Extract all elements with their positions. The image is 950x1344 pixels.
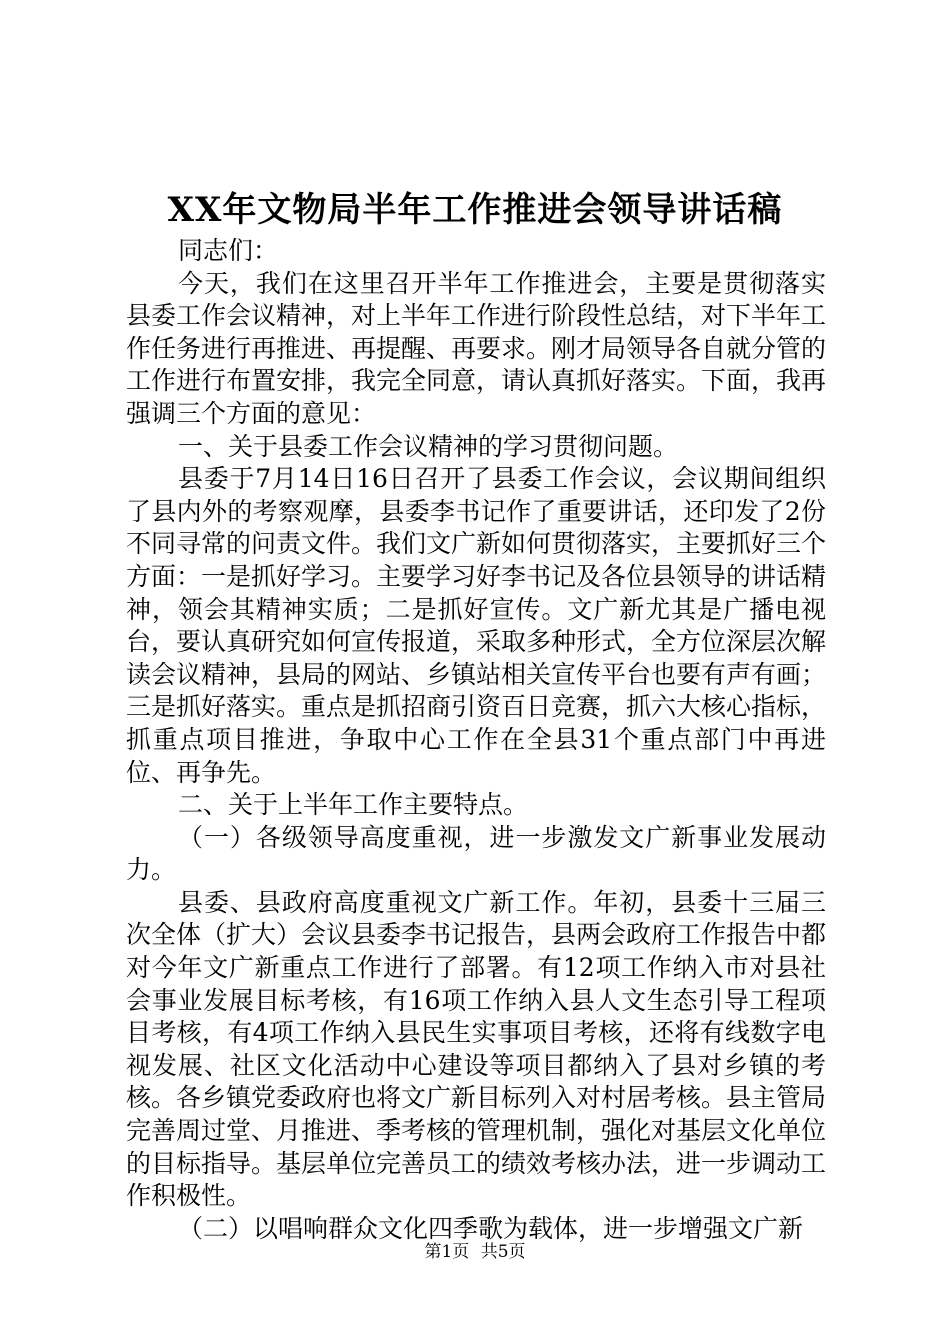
page-total: 共5页 (480, 1242, 526, 1262)
page-footer (0, 1240, 950, 1264)
paragraph-subsection-1: 县委、县政府高度重视文广新工作。年初，县委十三届三次全体（扩大）会议县委李书记报告，县两会政府工作报告中都对今年文广新重点工作进行了部署。有12项工作纳入市对县社会事业发展目标考核，有16项工作纳入县人文生态引导工程项目考核，有4项工作纳入县民生实事项目考核，还将有线数字电视发展、社区文化活动中心建设等项目都纳入了县对乡镇的考核。各乡镇党委政府也将文广新目标列入对村居考核。县主管局完善周过堂、月推进、季考核的管理机制，强化对基层文化单位的目标指导。基层单位完善员工的绩效考核办法，进一步调动工作积极性。 (126, 887, 827, 1211)
page-number: 第1页 (424, 1242, 470, 1262)
document-title: XX年文物局半年工作推进会领导讲话稿 (167, 190, 783, 230)
paragraph-section-1: 县委于7月14日16日召开了县委工作会议，会议期间组织了县内外的考察观摩，县委李书记作了重要讲话，还印发了2份不同寻常的问责文件。我们文广新如何贯彻落实，主要抓好三个方面：一是抓好学习。主要学习好李书记及各位县领导的讲话精神，领会其精神实质；二是抓好宣传。文广新尤其是广播电视台，要认真研究如何宣传报道，采取多种形式，全方位深层次解读会议精神，县局的网站、乡镇站相关宣传平台也要有声有画；三是抓好落实。重点是抓招商引资百日竞赛，抓六大核心指标，抓重点项目推进，争取中心工作在全县31个重点部门中再进位、再争先。 (126, 464, 827, 787)
subsection-heading-1: （一）各级领导高度重视，进一步激发文广新事业发展动力。 (126, 822, 826, 885)
paragraph-intro: 今天，我们在这里召开半年工作推进会，主要是贯彻落实县委工作会议精神，对上半年工作进行阶段性总结，对下半年工作任务进行再推进、再提醒、再要求。刚才局领导各自就分管的工作进行布置安排，我完全同意，请认真抓好落实。下面，我再强调三个方面的意见： (126, 268, 827, 428)
subsection-heading-2: （二）以唱响群众文化四季歌为载体，进一步增强文广新 (178, 1213, 804, 1243)
document-body (126, 235, 826, 1245)
section-heading-1: 一、关于县委工作会议精神的学习贯彻问题。 (178, 431, 679, 461)
salutation: 同志们： (178, 236, 279, 265)
section-heading-2: 二、关于上半年工作主要特点。 (178, 790, 529, 820)
